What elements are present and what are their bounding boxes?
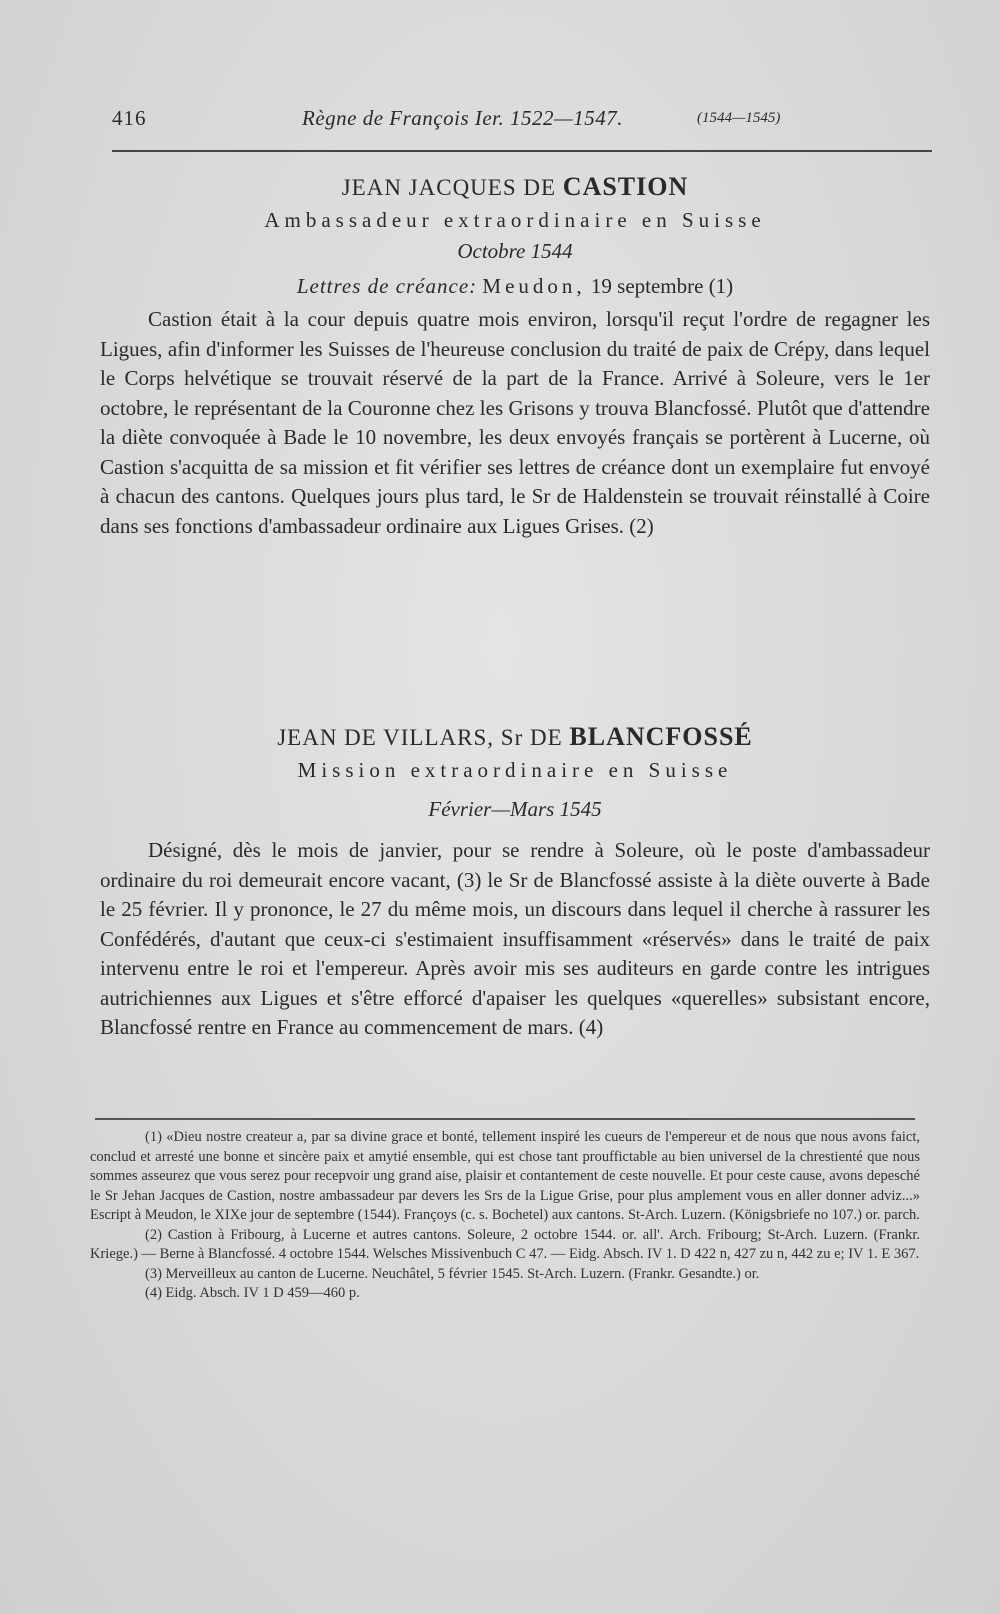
section-title (100, 722, 930, 752)
credentials-line (100, 274, 930, 299)
footnotes (90, 1128, 920, 1304)
section-castion (100, 172, 930, 562)
title-main: CASTION (562, 172, 689, 201)
title-prefix: JEAN DE VILLARS, Sr DE (277, 725, 563, 750)
page-header (112, 106, 932, 136)
section-body: Désigné, dès le mois de janvier, pour se rendre à Soleure, où le poste d'ambassadeur ordinaire du roi demeurait encore vacant, (3) le Sr de Blancfossé assiste à la diète ouverte à Bade le 25 février. Il y prononce, le 27 du même mois, un discours dans lequel il cherche à rassurer les Confédérés, d'autant que ceux-ci s'estimaient insuffisamment «réservés» dans le traité de paix intervenu entre le roi et l'empereur. Après avoir mis ses auditeurs en garde contre les intrigues autrichiennes aux Ligues et s'être efforcé d'apaiser les quelques «querelles» subsistant encore, Blancfossé rentre en France au commencement de mars. (4) (100, 838, 930, 1039)
page-number: 416 (112, 106, 147, 130)
section-blancfosse (100, 722, 930, 1064)
footnote: (1) «Dieu nostre createur a, par sa divine grace et bonté, tellement inspiré les cueurs de l'empereur et de nous que nous avons faict, conclud et arresté une bonne et sincère paix et amytié ensemble, qui est chose tant prouffictable au bien universel de la chrestienté que nous sommes asseurez que vous serez pour recepvoir ung grand aise, plaisir et contantement de ceste nouvelle. Et pour ceste cause, avons depesché le Sr Jehan Jacques de Castion, nostre ambassadeur par devers les Srs de la Ligue Grise, pour plus amplement vous en aller donner adviz...» Escript à Meudon, le XIXe jour de septembre (1544). Françoys (c. s. Bochetel) aux cantons. St-Arch. Luzern. (Königsbriefe no 107.) or. parch. (90, 1129, 920, 1223)
section-title (100, 172, 930, 202)
title-prefix: JEAN JACQUES DE (341, 175, 557, 200)
credentials-place: Meudon, (482, 274, 586, 298)
section-body: Castion était à la cour depuis quatre mois environ, lorsqu'il reçut l'ordre de regagner les Ligues, afin d'informer les Suisses de l'heureuse conclusion du traité de paix de Crépy, dans lequel le Corps helvétique se trouvait réservé de la part de la France. Arrivé à Soleure, vers le 1er octobre, le représentant de la Couronne chez les Grisons y trouva Blancfossé. Plutôt que d'attendre la diète convoquée à Bade le 10 novembre, les deux envoyés français se portèrent à Lucerne, où Castion s'acquitta de sa mission et fit vérifier ses lettres de créance dont un exemplaire fut envoyé à chacun des cantons. Quelques jours plus tard, le Sr de Haldenstein se trouvait réinstallé à Coire dans ses fonctions d'ambassadeur ordinaire aux Ligues Grises. (2) (100, 307, 930, 538)
credentials-note: (1) (708, 274, 734, 298)
header-rule (112, 150, 932, 152)
credentials-date: 19 septembre (590, 274, 704, 298)
running-range: (1544—1545) (697, 110, 781, 126)
section-subtitle: Mission extraordinaire en Suisse (297, 758, 733, 782)
running-title: Règne de François Ier. 1522—1547. (302, 106, 623, 130)
footnote: (2) Castion à Fribourg, à Lucerne et autres cantons. Soleure, 2 octobre 1544. or. all'. Arch. Fribourg; St-Arch. Luzern. (Frankr. Kriege.) — Berne à Blancfossé. 4 octobre 1544. Welsches Missivenbuch C 47. — Eidg. Absch. IV 1. D 422 n, 427 zu n, 442 zu e; IV 1. E 367. (90, 1226, 920, 1262)
credentials-label: Lettres de créance: (296, 274, 478, 298)
footnote: (4) Eidg. Absch. IV 1 D 459—460 p. (145, 1285, 360, 1301)
section-date: Février—Mars 1545 (428, 797, 602, 821)
title-main: BLANCFOSSÉ (569, 722, 753, 751)
footnote-rule (95, 1118, 915, 1120)
section-subtitle: Ambassadeur extraordinaire en Suisse (264, 208, 766, 232)
footnote: (3) Merveilleux au canton de Lucerne. Neuchâtel, 5 février 1545. St-Arch. Luzern. (Frankr. Gesandte.) or. (145, 1265, 760, 1282)
section-date: Octobre 1544 (457, 239, 573, 263)
